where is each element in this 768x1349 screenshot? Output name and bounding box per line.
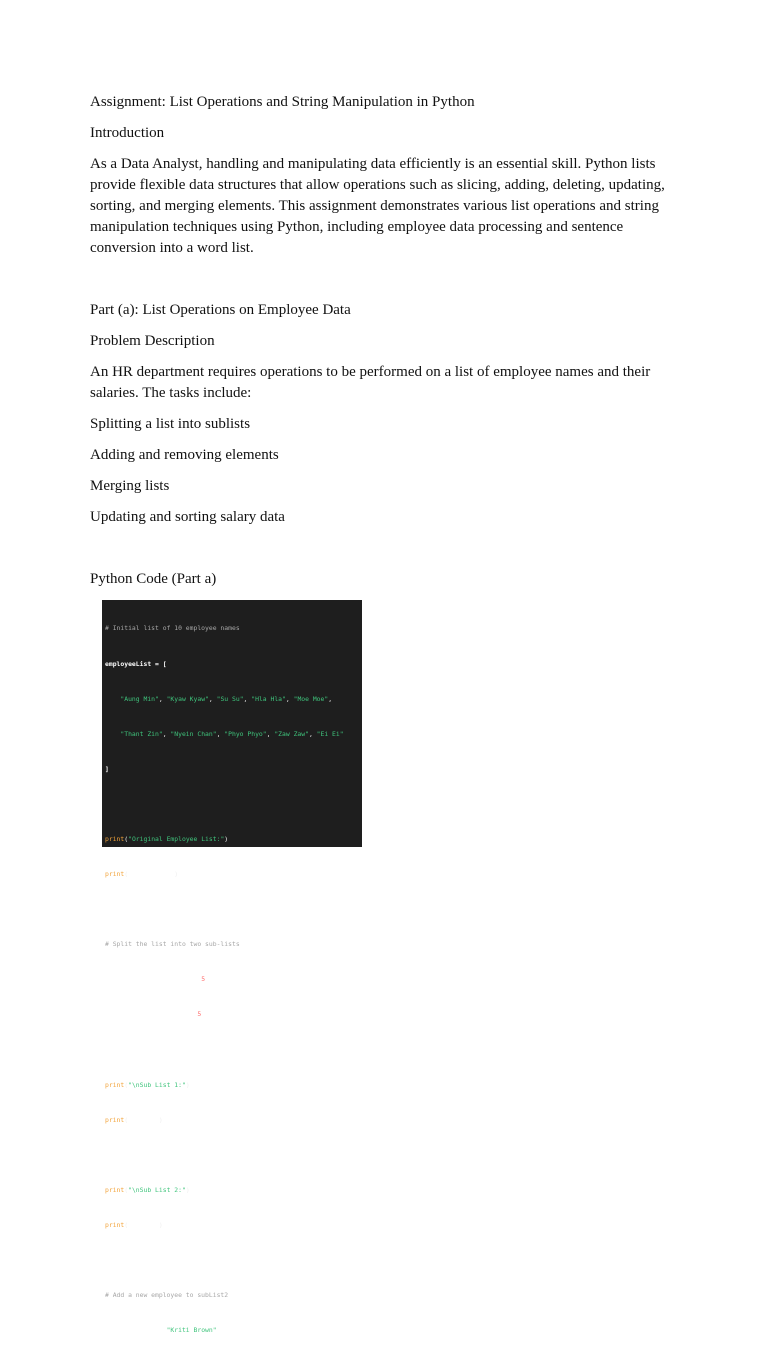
code-identifier: employeeList <box>128 870 175 879</box>
code-separator: , <box>328 694 336 703</box>
intro-heading: Introduction <box>90 125 165 141</box>
task-item: Merging lists <box>90 478 170 494</box>
code-bracket: ] <box>105 764 109 773</box>
code-string: "Thant Zin" <box>120 729 163 738</box>
code-blank-line <box>105 799 362 811</box>
code-identifier: subList2 <box>105 1010 136 1019</box>
code-string: "\nSub List 1:" <box>128 1080 186 1089</box>
intro-paragraph: As a Data Analyst, handling and manipulating data efficiently is an essential skill. Python lists provide flexible data structures that allow operations such as slicing, adding, deleting, updating, sorting, and merging elements. This assignment demonstrates various list operations and string manipulation techniques using Python, including employee data processing and sentence conversion into a word list. <box>90 156 665 256</box>
code-separator: , <box>243 694 252 703</box>
code-string: "\nSub List 2:" <box>128 1185 186 1194</box>
code-text: = [ <box>151 659 167 668</box>
code-string: "Kriti Brown" <box>166 1326 217 1335</box>
code-identifier: subList1 <box>128 1115 159 1124</box>
section-spacer <box>90 538 680 569</box>
code-separator: , <box>308 729 317 738</box>
code-heading: Python Code (Part a) <box>90 571 217 587</box>
code-string: "Kyaw Kyaw" <box>166 694 209 703</box>
code-line <box>105 694 362 706</box>
task-item: Adding and removing elements <box>90 447 279 463</box>
code-line <box>105 1220 362 1232</box>
task-item: Updating and sorting salary data <box>90 509 285 525</box>
code-number: 5 <box>201 975 206 984</box>
document-body <box>90 92 680 600</box>
code-string: "Moe Moe" <box>293 694 329 703</box>
code-string: "Zaw Zaw" <box>274 729 309 738</box>
code-line <box>105 1325 362 1337</box>
code-text: ] <box>205 975 209 984</box>
code-identifier: subList2 <box>128 1221 159 1229</box>
code-indent <box>105 730 120 738</box>
code-line <box>105 939 362 951</box>
code-paren: ( <box>124 1185 129 1194</box>
code-separator: , <box>158 694 167 703</box>
code-keyword: print <box>105 1115 125 1124</box>
code-comment: # Initial list of 10 employee names <box>105 624 240 633</box>
code-line <box>105 869 362 881</box>
code-separator: , <box>162 729 171 738</box>
code-paren: ( <box>124 1115 129 1124</box>
problem-heading: Problem Description <box>90 333 215 349</box>
code-separator: , <box>285 694 294 703</box>
code-indent <box>105 695 120 703</box>
code-string: "Nyein Chan" <box>170 729 217 738</box>
code-separator: , <box>216 729 225 738</box>
part-a-heading: Part (a): List Operations on Employee Data <box>90 302 351 318</box>
code-blank-line <box>105 904 362 916</box>
code-string: "Original Employee List:" <box>128 834 225 843</box>
code-string: "Ei Ei" <box>316 729 344 738</box>
code-line <box>105 974 362 986</box>
code-blank-line <box>105 1045 362 1057</box>
code-identifier: employeeList <box>105 659 152 668</box>
problem-paragraph: An HR department requires operations to be performed on a list of employee names and their salaries. The tasks include: <box>90 364 651 401</box>
code-screenshot <box>102 600 362 1335</box>
code-line <box>105 764 362 776</box>
code-string: "Hla Hla" <box>251 694 286 703</box>
code-separator: , <box>208 694 217 703</box>
code-paren: ) <box>216 1326 221 1335</box>
code-blank-line <box>105 1255 362 1267</box>
code-keyword: print <box>105 1221 125 1229</box>
code-line <box>105 1185 362 1197</box>
code-paren: ) <box>158 1115 163 1124</box>
code-comment: # Add a new employee to subList2 <box>105 1291 229 1300</box>
code-keyword: print <box>105 1185 125 1194</box>
code-blank-line <box>105 1150 362 1162</box>
document-title: Assignment: List Operations and String Manipulation in Python <box>90 94 475 110</box>
code-line <box>105 729 362 741</box>
code-separator: , <box>266 729 275 738</box>
code-text: :] <box>201 1010 209 1019</box>
code-paren: ( <box>124 834 129 843</box>
task-item: Splitting a list into sublists <box>90 416 251 432</box>
code-comment: # Split the list into two sub-lists <box>105 940 240 949</box>
code-paren: ) <box>224 834 229 843</box>
code-number: 5 <box>197 1010 202 1019</box>
code-string: "Phyo Phyo" <box>224 729 267 738</box>
code-line <box>105 1080 362 1092</box>
code-string: "Su Su" <box>216 694 244 703</box>
code-identifier: subList2.append( <box>105 1326 167 1335</box>
code-paren: ( <box>124 1221 129 1229</box>
code-keyword: print <box>105 1080 125 1089</box>
code-string: "Aung Min" <box>120 694 159 703</box>
code-keyword: print <box>105 834 125 843</box>
code-paren: ( <box>124 870 129 879</box>
code-text: = employeeList[ <box>135 1010 198 1019</box>
section-spacer <box>90 269 680 300</box>
code-paren: ) <box>158 1221 163 1229</box>
code-paren: ) <box>185 1185 190 1194</box>
code-line <box>105 834 362 846</box>
code-keyword: print <box>105 870 125 879</box>
code-line <box>105 623 362 635</box>
code-line <box>105 1290 362 1302</box>
code-line <box>105 1115 362 1127</box>
code-line <box>105 1009 362 1021</box>
code-text: = employeeList[: <box>135 975 202 984</box>
code-paren: ( <box>124 1080 129 1089</box>
code-line <box>105 659 362 671</box>
code-paren: ) <box>185 1080 190 1089</box>
code-identifier: subList1 <box>105 975 136 984</box>
code-paren: ) <box>174 870 179 879</box>
